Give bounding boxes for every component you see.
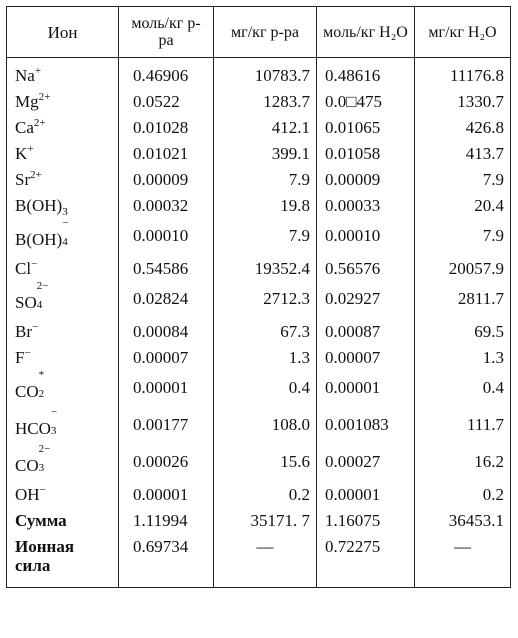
table-row (7, 344, 511, 370)
ion-symbol (7, 444, 119, 481)
ion-charge-stack (38, 443, 59, 474)
ion-symbol-base: Ca (15, 118, 34, 137)
ion-symbol (7, 58, 119, 89)
ion-symbol-base: Na (15, 66, 35, 85)
ion-symbol (7, 318, 119, 344)
value-mg-per-kg-solution: 19.8 (214, 192, 317, 218)
ion-symbol-base: Cl (15, 259, 32, 278)
value-mg-per-kg-water: 16.2 (415, 444, 511, 481)
value-mol-per-kg-water: 0.72275 (317, 533, 415, 588)
table-row (7, 58, 511, 89)
value-mol-per-kg-solution: 0.01028 (119, 114, 214, 140)
ion-symbol (7, 166, 119, 192)
value-mg-per-kg-solution: 2712.3 (214, 281, 317, 318)
ion-charge: + (27, 143, 34, 155)
ion-symbol-base: K (15, 144, 28, 163)
ion-symbol-base: Mg (15, 92, 39, 111)
table-row (7, 281, 511, 318)
ion-charge: − (62, 217, 69, 229)
ion-charge: 2− (38, 443, 51, 455)
ion-symbol (7, 370, 119, 407)
ion-charge: 2− (36, 280, 49, 292)
value-mg-per-kg-water: 20057.9 (415, 255, 511, 281)
value-mol-per-kg-water: 0.00087 (317, 318, 415, 344)
table-row (7, 481, 511, 507)
value-mg-per-kg-solution: 1283.7 (214, 88, 317, 114)
value-mol-per-kg-solution: 0.01021 (119, 140, 214, 166)
ion-charge: − (39, 484, 46, 496)
table-row (7, 318, 511, 344)
ion-symbol (7, 255, 119, 281)
ion-symbol (7, 218, 119, 255)
value-mg-per-kg-solution: 0.4 (214, 370, 317, 407)
value-mol-per-kg-water: 0.01058 (317, 140, 415, 166)
ion-symbol (7, 88, 119, 114)
ion-symbol-base: F (15, 348, 25, 367)
value-mg-per-kg-solution: 0.2 (214, 481, 317, 507)
value-mg-per-kg-solution: 7.9 (214, 166, 317, 192)
ion-charge: * (38, 369, 45, 381)
ion-charge: − (24, 347, 31, 359)
ion-symbol (7, 114, 119, 140)
ion-symbol (7, 192, 119, 218)
value-mg-per-kg-solution: 35171. 7 (214, 507, 317, 533)
value-mg-per-kg-solution: 412.1 (214, 114, 317, 140)
value-mol-per-kg-solution: 0.46906 (119, 58, 214, 89)
ion-charge-stack (62, 217, 82, 248)
ion-charge: − (50, 406, 58, 418)
value-mol-per-kg-solution: 0.00032 (119, 192, 214, 218)
value-mol-per-kg-water: 0.02927 (317, 281, 415, 318)
ion-composition-table (6, 6, 511, 588)
value-mg-per-kg-water: 0.2 (415, 481, 511, 507)
table-row (7, 218, 511, 255)
ion-symbol (7, 281, 119, 318)
value-mg-per-kg-water: 69.5 (415, 318, 511, 344)
value-mol-per-kg-water: 0.56576 (317, 255, 415, 281)
table-row (7, 114, 511, 140)
value-mol-per-kg-solution: 0.00001 (119, 481, 214, 507)
header-mol-per-kg-solution: моль/кг р-ра (119, 7, 214, 58)
value-mol-per-kg-water: 0.48616 (317, 58, 415, 89)
ion-charge-stack (36, 280, 57, 311)
header-mg-per-kg-solution: мг/кг р-ра (214, 7, 317, 58)
value-mol-per-kg-water: 0.00010 (317, 218, 415, 255)
value-mol-per-kg-water: 0.00001 (317, 481, 415, 507)
header-ion: Ион (7, 7, 119, 58)
ion-subscript: 4 (36, 299, 43, 311)
value-mg-per-kg-water: 1330.7 (415, 88, 511, 114)
value-mol-per-kg-solution: 0.00001 (119, 370, 214, 407)
value-mg-per-kg-solution: 10783.7 (214, 58, 317, 89)
value-mol-per-kg-solution: 1.11994 (119, 507, 214, 533)
value-mg-per-kg-solution: — (214, 533, 317, 588)
value-mol-per-kg-water: 0.001083 (317, 407, 415, 444)
value-mg-per-kg-water: 111.7 (415, 407, 511, 444)
value-mol-per-kg-solution: 0.00084 (119, 318, 214, 344)
value-mol-per-kg-solution: 0.00010 (119, 218, 214, 255)
value-mg-per-kg-solution: 108.0 (214, 407, 317, 444)
value-mol-per-kg-water: 0.00007 (317, 344, 415, 370)
value-mol-per-kg-water: 0.01065 (317, 114, 415, 140)
ion-subscript: 3 (50, 425, 57, 437)
value-mol-per-kg-solution: 0.00007 (119, 344, 214, 370)
value-mol-per-kg-water: 0.00001 (317, 370, 415, 407)
value-mol-per-kg-solution: 0.69734 (119, 533, 214, 588)
ion-symbol-base: HCO (15, 419, 51, 438)
table-row (7, 166, 511, 192)
ion-symbol (7, 344, 119, 370)
table-row (7, 88, 511, 114)
value-mg-per-kg-solution: 67.3 (214, 318, 317, 344)
value-mg-per-kg-solution: 19352.4 (214, 255, 317, 281)
ion-charge: 2+ (38, 91, 51, 103)
header-mg-per-kg-water: мг/кг H₂O (415, 7, 511, 58)
ion-symbol-base: OH (15, 485, 40, 504)
value-mg-per-kg-solution: 7.9 (214, 218, 317, 255)
value-mg-per-kg-solution: 1.3 (214, 344, 317, 370)
value-mg-per-kg-water: 2811.7 (415, 281, 511, 318)
value-mg-per-kg-water: 1.3 (415, 344, 511, 370)
value-mg-per-kg-water: 20.4 (415, 192, 511, 218)
value-mol-per-kg-solution: 0.00009 (119, 166, 214, 192)
value-mol-per-kg-solution: 0.54586 (119, 255, 214, 281)
ion-symbol-base: CO (15, 456, 39, 475)
value-mol-per-kg-water: 0.00027 (317, 444, 415, 481)
ion-symbol-base: Br (15, 322, 32, 341)
sum-row-label: Сумма (7, 507, 119, 533)
value-mol-per-kg-solution: 0.00026 (119, 444, 214, 481)
value-mg-per-kg-water: — (415, 533, 511, 588)
ionic-strength-row-label: Ионная сила (7, 533, 119, 588)
ion-symbol-base: Sr (15, 170, 31, 189)
table-row (7, 407, 511, 444)
table-body (7, 58, 511, 588)
value-mg-per-kg-solution: 399.1 (214, 140, 317, 166)
ion-symbol-base: SO (15, 293, 37, 312)
ion-symbol (7, 407, 119, 444)
value-mg-per-kg-water: 0.4 (415, 370, 511, 407)
value-mol-per-kg-water: 0.00033 (317, 192, 415, 218)
value-mg-per-kg-solution: 15.6 (214, 444, 317, 481)
ion-symbol-base: B(OH) (15, 230, 63, 249)
ion-symbol-base: CO (15, 382, 39, 401)
value-mg-per-kg-water: 11176.8 (415, 58, 511, 89)
table-row (7, 192, 511, 218)
ion-subscript: 3 (38, 462, 45, 474)
value-mg-per-kg-water: 7.9 (415, 218, 511, 255)
ion-charge-stack (38, 369, 59, 400)
value-mg-per-kg-water: 413.7 (415, 140, 511, 166)
ion-charge: − (31, 258, 38, 270)
ion-charge-stack (50, 406, 71, 437)
ion-symbol (7, 481, 119, 507)
header-mol-per-kg-water: моль/кг H₂O (317, 7, 415, 58)
ion-charge: + (34, 65, 42, 77)
table-row (7, 444, 511, 481)
ion-charge: − (32, 321, 39, 333)
ion-charge: 2+ (33, 117, 46, 129)
value-mol-per-kg-solution: 0.00177 (119, 407, 214, 444)
sum-row (7, 507, 511, 533)
value-mg-per-kg-water: 36453.1 (415, 507, 511, 533)
table-row (7, 370, 511, 407)
table-row (7, 140, 511, 166)
table-row (7, 255, 511, 281)
ion-symbol (7, 140, 119, 166)
ion-subscript: 2 (38, 388, 45, 400)
value-mg-per-kg-water: 7.9 (415, 166, 511, 192)
value-mg-per-kg-water: 426.8 (415, 114, 511, 140)
value-mol-per-kg-water: 0.00009 (317, 166, 415, 192)
ion-subscript: 4 (62, 236, 68, 248)
ionic-strength-row (7, 533, 511, 588)
value-mol-per-kg-water: 0.0□475 (317, 88, 415, 114)
value-mol-per-kg-solution: 0.02824 (119, 281, 214, 318)
value-mol-per-kg-water: 1.16075 (317, 507, 415, 533)
ion-charge: 2+ (30, 169, 42, 181)
table-header-row (7, 7, 511, 58)
ion-subscript: 3 (62, 206, 68, 218)
ion-symbol-base: B(OH) (15, 196, 63, 215)
value-mol-per-kg-solution: 0.0522 (119, 88, 214, 114)
